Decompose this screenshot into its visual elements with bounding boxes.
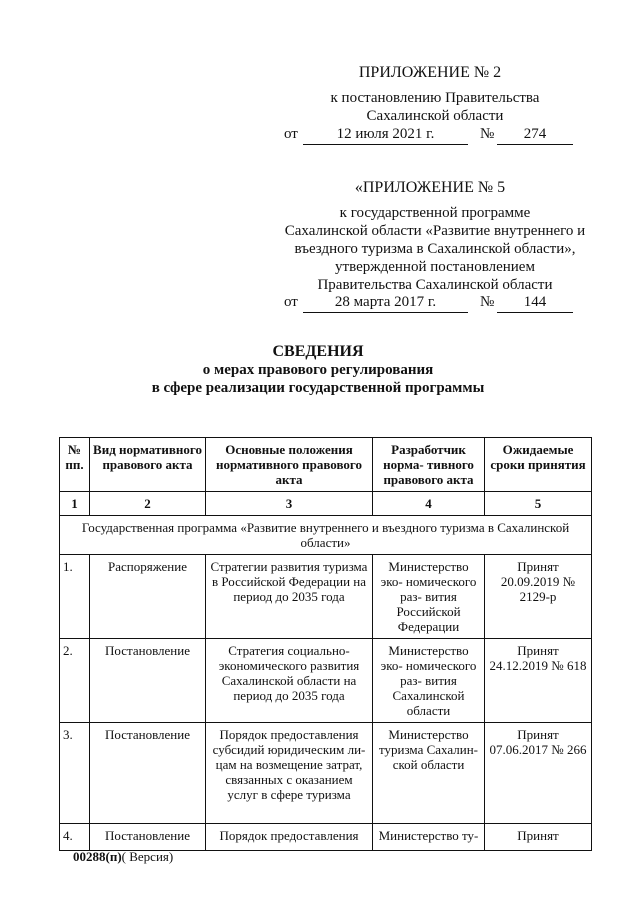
row-act-type: Постановление <box>90 639 206 723</box>
row-provisions: Порядок предоставления <box>206 824 373 851</box>
appendix5-number: 144 <box>497 293 573 313</box>
row-provisions: Стратегии развития туризма в Российской Федерации на период до 2035 года <box>206 555 373 639</box>
appendix5-no-label: № <box>480 294 495 310</box>
row-term: Принят 07.06.2017 № 266 <box>485 723 592 824</box>
row-developer: Министерство эко- номического раз- вития Сахалинской области <box>373 639 485 723</box>
appendix5-date: 28 марта 2017 г. <box>303 293 468 313</box>
column-number: 3 <box>206 492 373 516</box>
row-act-type: Постановление <box>90 723 206 824</box>
document-footer <box>73 849 173 865</box>
row-number: 1. <box>60 555 90 639</box>
appendix2-to-line: к постановлению Правительства <box>330 90 540 106</box>
appendix2-from-label: от <box>284 126 298 142</box>
column-number: 4 <box>373 492 485 516</box>
table-row <box>60 824 592 851</box>
appendix2-region: Сахалинской области <box>366 108 504 124</box>
row-number: 2. <box>60 639 90 723</box>
appendix2-number: 274 <box>497 125 573 145</box>
row-term: Принят 24.12.2019 № 618 <box>485 639 592 723</box>
appendix2-date: 12 июля 2021 г. <box>303 125 468 145</box>
appendix5-line-4: утвержденной постановлением <box>335 259 535 275</box>
row-number: 4. <box>60 824 90 851</box>
row-term: Принят 20.09.2019 № 2129-р <box>485 555 592 639</box>
header-act-type: Вид нормативного правового акта <box>90 438 206 492</box>
column-number: 5 <box>485 492 592 516</box>
header-provisions: Основные положения нормативного правового акта <box>206 438 373 492</box>
table-column-numbers-row <box>60 492 592 516</box>
row-act-type: Распоряжение <box>90 555 206 639</box>
header-term: Ожидаемые сроки принятия <box>485 438 592 492</box>
row-provisions: Порядок предоставления субсидий юридическим ли- цам на возмещение затрат, связанных с оказанием услуг в сфере туризма <box>206 723 373 824</box>
header-number: № пп. <box>60 438 90 492</box>
row-developer: Министерство эко- номического раз- вития Российской Федерации <box>373 555 485 639</box>
row-number: 3. <box>60 723 90 824</box>
document-subheading-1: о мерах правового регулирования <box>202 362 434 378</box>
header-developer: Разработчик норма- тивного правового акта <box>373 438 485 492</box>
table-row <box>60 723 592 824</box>
document-subheading-2: в сфере реализации государственной программы <box>151 380 485 396</box>
row-provisions: Стратегия социально- экономического развития Сахалинской области на период до 2035 года <box>206 639 373 723</box>
appendix5-line-2: Сахалинской области «Развитие внутреннего и <box>284 223 586 239</box>
row-term: Принят <box>485 824 592 851</box>
column-number: 2 <box>90 492 206 516</box>
appendix2-title: ПРИЛОЖЕНИЕ № 2 <box>358 64 502 81</box>
row-developer: Министерство туризма Сахалин- ской области <box>373 723 485 824</box>
column-number: 1 <box>60 492 90 516</box>
table-row <box>60 639 592 723</box>
document-code: 00288(п) <box>73 849 122 864</box>
table-header-row <box>60 438 592 492</box>
table-row <box>60 555 592 639</box>
row-developer: Министерство ту- <box>373 824 485 851</box>
program-name-cell: Государственная программа «Развитие внутреннего и въездного туризма в Сахалинской области» <box>60 516 592 555</box>
row-act-type: Постановление <box>90 824 206 851</box>
appendix5-line-3: въездного туризма в Сахалинской области», <box>294 241 576 257</box>
appendix5-line-5: Правительства Сахалинской области <box>317 277 553 293</box>
appendix5-from-label: от <box>284 294 298 310</box>
document-heading: СВЕДЕНИЯ <box>272 343 364 360</box>
appendix5-title: «ПРИЛОЖЕНИЕ № 5 <box>354 179 506 196</box>
regulation-table <box>59 437 592 851</box>
document-version: ( Версия) <box>121 849 174 864</box>
appendix5-line-1: к государственной программе <box>339 205 531 221</box>
appendix2-no-label: № <box>480 126 495 142</box>
program-row <box>60 516 592 555</box>
